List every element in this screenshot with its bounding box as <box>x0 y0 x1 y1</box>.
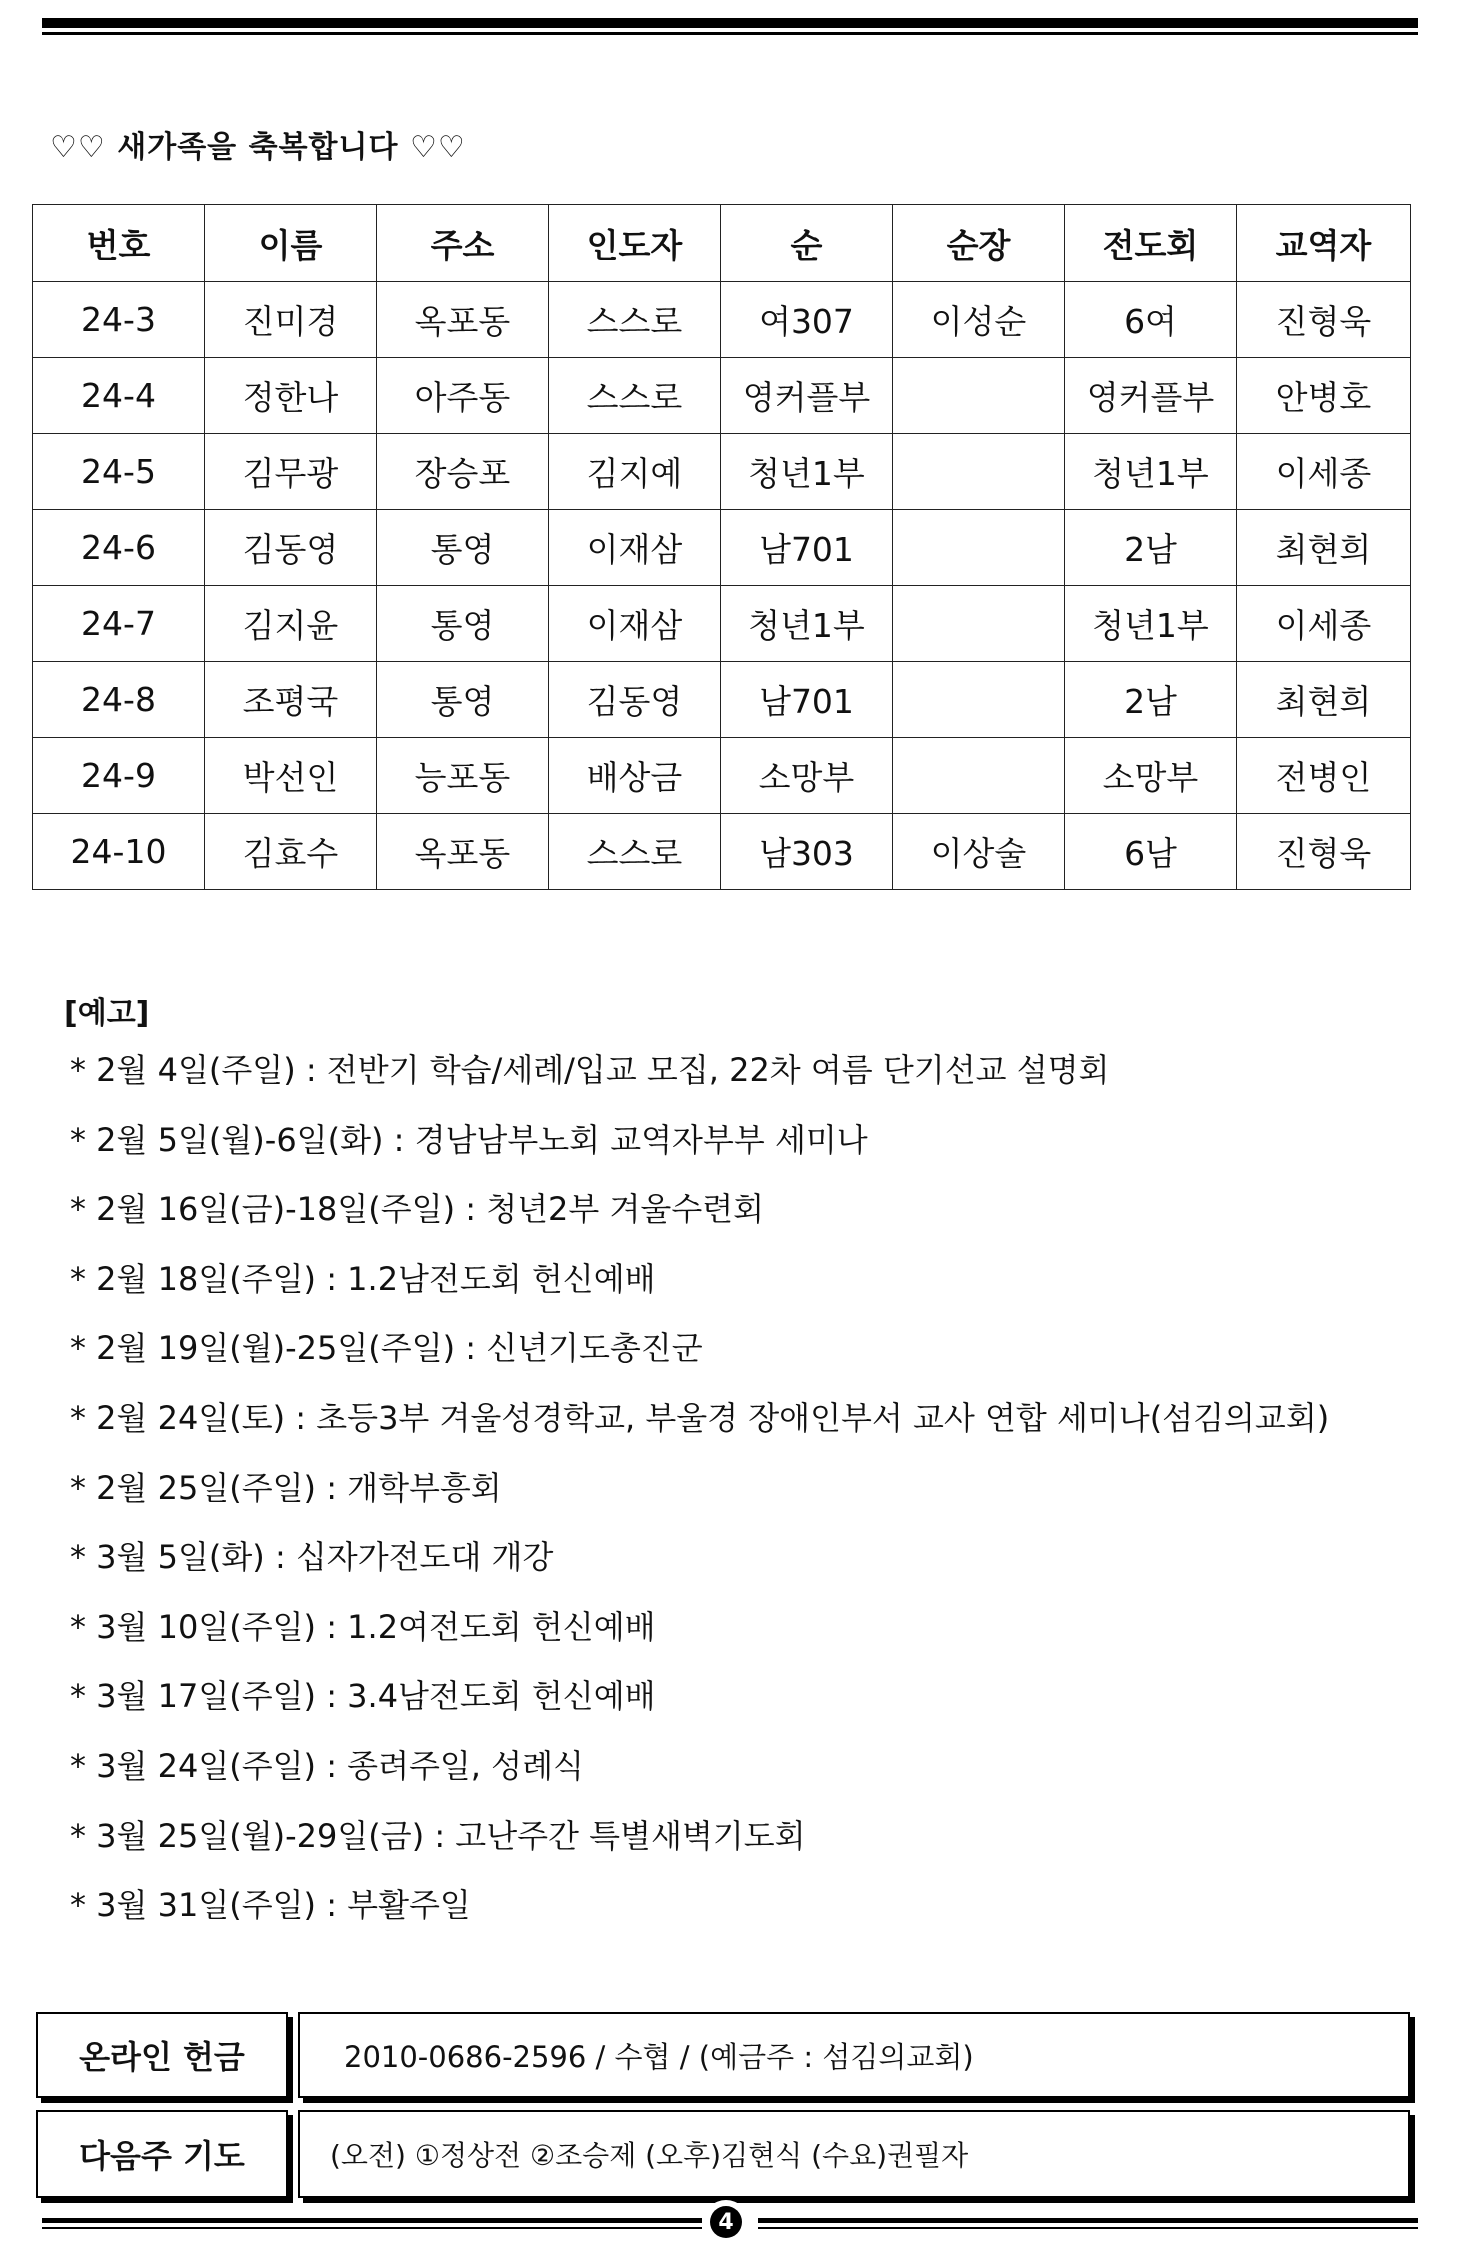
cell-name: 박선인 <box>205 738 377 814</box>
cell-group-leader <box>893 586 1065 662</box>
cell-guide: 김동영 <box>549 662 721 738</box>
notice-item: * 2월 16일(금)-18일(주일) : 청년2부 겨울수련회 <box>70 1190 765 1229</box>
cell-group-leader <box>893 738 1065 814</box>
cell-group: 남701 <box>721 662 893 738</box>
cell-mission-society: 소망부 <box>1065 738 1237 814</box>
cell-group: 여307 <box>721 282 893 358</box>
notice-item: * 2월 24일(토) : 초등3부 겨울성경학교, 부울경 장애인부서 교사 연합 세미나(섬김의교회) <box>70 1398 1330 1437</box>
cell-number: 24-7 <box>33 586 205 662</box>
notice-heading: [예고] <box>64 996 150 1031</box>
cell-pastor: 이세종 <box>1237 586 1411 662</box>
top-divider-thick <box>42 18 1418 28</box>
welcome-title: ♡♡ 새가족을 축복합니다 ♡♡ <box>50 130 466 165</box>
cell-group-leader: 이성순 <box>893 282 1065 358</box>
cell-pastor: 진형욱 <box>1237 814 1411 890</box>
cell-group: 영커플부 <box>721 358 893 434</box>
cell-guide: 스스로 <box>549 358 721 434</box>
header-guide: 인도자 <box>549 205 721 282</box>
cell-group: 남303 <box>721 814 893 890</box>
notice-item: * 2월 25일(주일) : 개학부흥회 <box>70 1468 502 1507</box>
cell-number: 24-6 <box>33 510 205 586</box>
cell-mission-society: 2남 <box>1065 510 1237 586</box>
notice-item: * 2월 19일(월)-25일(주일) : 신년기도총진군 <box>70 1329 703 1368</box>
notice-item: * 3월 24일(주일) : 종려주일, 성례식 <box>70 1746 584 1785</box>
cell-guide: 스스로 <box>549 814 721 890</box>
header-number: 번호 <box>33 205 205 282</box>
cell-guide: 배상금 <box>549 738 721 814</box>
table-row <box>33 358 1411 434</box>
cell-name: 김효수 <box>205 814 377 890</box>
cell-address: 통영 <box>377 510 549 586</box>
notice-item: * 3월 17일(주일) : 3.4남전도회 헌신예배 <box>70 1677 656 1716</box>
header-group: 순 <box>721 205 893 282</box>
bottom-divider-left-thin <box>42 2227 702 2229</box>
cell-mission-society: 2남 <box>1065 662 1237 738</box>
header-group-leader: 순장 <box>893 205 1065 282</box>
page-number: 4 <box>710 2206 742 2238</box>
notice-item: * 2월 5일(월)-6일(화) : 경남남부노회 교역자부부 세미나 <box>70 1120 868 1159</box>
table-row <box>33 510 1411 586</box>
cell-pastor: 진형욱 <box>1237 282 1411 358</box>
cell-pastor: 최현희 <box>1237 510 1411 586</box>
cell-number: 24-8 <box>33 662 205 738</box>
cell-group-leader <box>893 510 1065 586</box>
cell-name: 진미경 <box>205 282 377 358</box>
cell-group-leader: 이상술 <box>893 814 1065 890</box>
cell-pastor: 안병호 <box>1237 358 1411 434</box>
cell-name: 김지윤 <box>205 586 377 662</box>
table-row <box>33 814 1411 890</box>
cell-mission-society: 6남 <box>1065 814 1237 890</box>
notice-item: * 2월 4일(주일) : 전반기 학습/세례/입교 모집, 22차 여름 단기선교 설명회 <box>70 1051 1110 1089</box>
bottom-divider-left-thick <box>42 2218 702 2223</box>
cell-address: 옥포동 <box>377 282 549 358</box>
cell-name: 조평국 <box>205 662 377 738</box>
cell-address: 능포동 <box>377 738 549 814</box>
cell-mission-society: 청년1부 <box>1065 434 1237 510</box>
header-name: 이름 <box>205 205 377 282</box>
cell-name: 김동영 <box>205 510 377 586</box>
next-prayer-leaders: (오전) ①정상전 ②조승제 (오후)김현식 (수요)권필자 <box>298 2110 1410 2198</box>
notice-item: * 3월 25일(월)-29일(금) : 고난주간 특별새벽기도회 <box>70 1816 806 1855</box>
notice-list <box>70 1040 1329 1945</box>
table-row <box>33 282 1411 358</box>
cell-pastor: 전병인 <box>1237 738 1411 814</box>
cell-name: 정한나 <box>205 358 377 434</box>
table-header-row <box>33 205 1411 282</box>
cell-group-leader <box>893 358 1065 434</box>
bottom-divider-right-thin <box>758 2227 1418 2229</box>
cell-guide: 김지예 <box>549 434 721 510</box>
cell-group: 남701 <box>721 510 893 586</box>
cell-number: 24-3 <box>33 282 205 358</box>
new-family-table <box>32 204 1411 890</box>
table-row <box>33 586 1411 662</box>
table-row <box>33 662 1411 738</box>
cell-group: 청년1부 <box>721 586 893 662</box>
online-offering-label: 온라인 헌금 <box>36 2012 288 2098</box>
cell-mission-society: 6여 <box>1065 282 1237 358</box>
header-mission-society: 전도회 <box>1065 205 1237 282</box>
cell-address: 아주동 <box>377 358 549 434</box>
notice-item: * 2월 18일(주일) : 1.2남전도회 헌신예배 <box>70 1259 656 1298</box>
cell-address: 통영 <box>377 662 549 738</box>
cell-address: 장승포 <box>377 434 549 510</box>
cell-pastor: 이세종 <box>1237 434 1411 510</box>
cell-guide: 이재삼 <box>549 586 721 662</box>
cell-group: 소망부 <box>721 738 893 814</box>
notice-item: * 3월 10일(주일) : 1.2여전도회 헌신예배 <box>70 1607 656 1646</box>
cell-pastor: 최현희 <box>1237 662 1411 738</box>
cell-group-leader <box>893 662 1065 738</box>
cell-group: 청년1부 <box>721 434 893 510</box>
notice-item: * 3월 31일(주일) : 부활주일 <box>70 1886 471 1925</box>
cell-number: 24-5 <box>33 434 205 510</box>
bottom-divider-right-thick <box>758 2218 1418 2223</box>
cell-mission-society: 영커플부 <box>1065 358 1237 434</box>
top-divider <box>42 18 1418 36</box>
cell-number: 24-4 <box>33 358 205 434</box>
cell-guide: 이재삼 <box>549 510 721 586</box>
online-offering-account: 2010-0686-2596 / 수협 / (예금주 : 섬김의교회) <box>298 2012 1410 2098</box>
header-pastor: 교역자 <box>1237 205 1411 282</box>
cell-number: 24-10 <box>33 814 205 890</box>
next-prayer-label: 다음주 기도 <box>36 2110 288 2198</box>
header-address: 주소 <box>377 205 549 282</box>
cell-address: 옥포동 <box>377 814 549 890</box>
notice-item: * 3월 5일(화) : 십자가전도대 개강 <box>70 1538 554 1577</box>
cell-mission-society: 청년1부 <box>1065 586 1237 662</box>
cell-group-leader <box>893 434 1065 510</box>
cell-name: 김무광 <box>205 434 377 510</box>
cell-guide: 스스로 <box>549 282 721 358</box>
top-divider-thin <box>42 32 1418 35</box>
table-row <box>33 434 1411 510</box>
table-row <box>33 738 1411 814</box>
cell-number: 24-9 <box>33 738 205 814</box>
cell-address: 통영 <box>377 586 549 662</box>
